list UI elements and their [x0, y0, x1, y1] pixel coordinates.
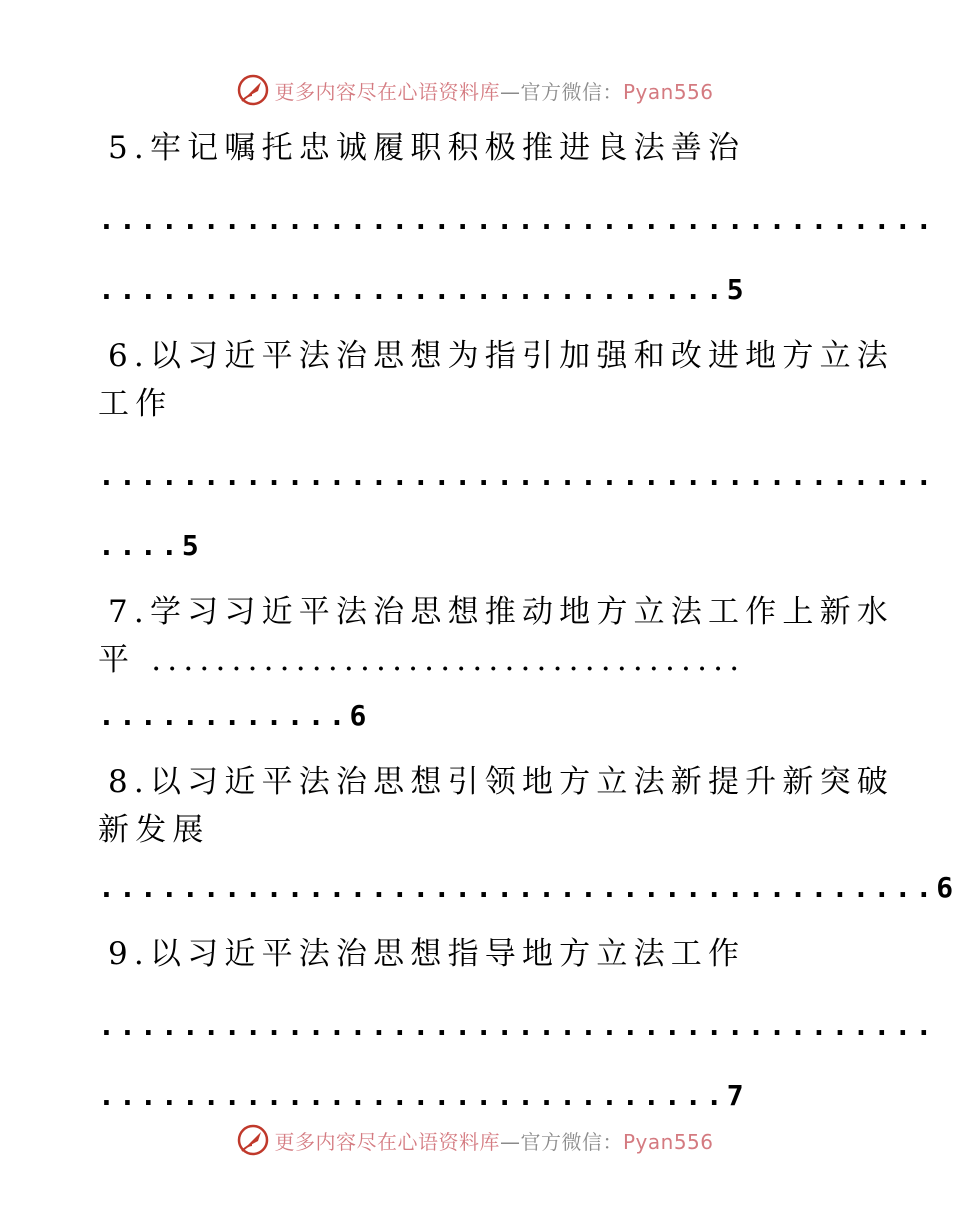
toc-entry[interactable]: [98, 588, 894, 740]
watermark-text: 更多内容尽在心语资料库—官方微信：Pyan556: [274, 79, 714, 104]
toc-leader-dots: ........................................: [98, 203, 937, 236]
quill-logo-icon: [236, 1123, 270, 1157]
toc-entry-title: 9.以习近平法治思想指导地方立法工作: [108, 936, 746, 972]
toc-entry-title: 6.以习近平法治思想为指引加强和改进地方立法: [108, 338, 894, 374]
table-of-contents: [98, 124, 957, 1138]
watermark-text: 更多内容尽在心语资料库—官方微信：Pyan556: [274, 1129, 714, 1154]
toc-entry[interactable]: [98, 930, 937, 1120]
toc-leader-dots-page: ........................................6: [98, 871, 957, 904]
toc-entry-title-cont: 新发展: [98, 812, 210, 848]
toc-entry-title: 5.牢记嘱托忠诚履职积极推进良法善治: [108, 130, 746, 166]
header-watermark: [0, 70, 950, 110]
toc-entry[interactable]: [98, 124, 937, 314]
toc-entry[interactable]: [98, 758, 957, 912]
toc-entry[interactable]: [98, 332, 937, 570]
toc-leader-dots-page: ..............................5: [98, 273, 748, 306]
quill-logo-icon: [236, 73, 270, 107]
toc-entry-title-cont: 工作: [98, 386, 173, 422]
toc-leader-dots-page: ....5: [98, 529, 203, 562]
toc-entry-title-cont: 平 .....................................: [98, 642, 746, 678]
toc-leader-dots: ........................................: [98, 459, 937, 492]
footer-watermark: [0, 1120, 950, 1160]
toc-entry-title: 7.学习习近平法治思想推动地方立法工作上新水: [108, 594, 894, 630]
toc-entry-title: 8.以习近平法治思想引领地方立法新提升新突破: [108, 764, 894, 800]
toc-leader-dots: ........................................: [98, 1009, 937, 1042]
toc-leader-dots-page: ..............................7: [98, 1079, 748, 1112]
toc-leader-dots-page: ............6: [98, 699, 371, 732]
